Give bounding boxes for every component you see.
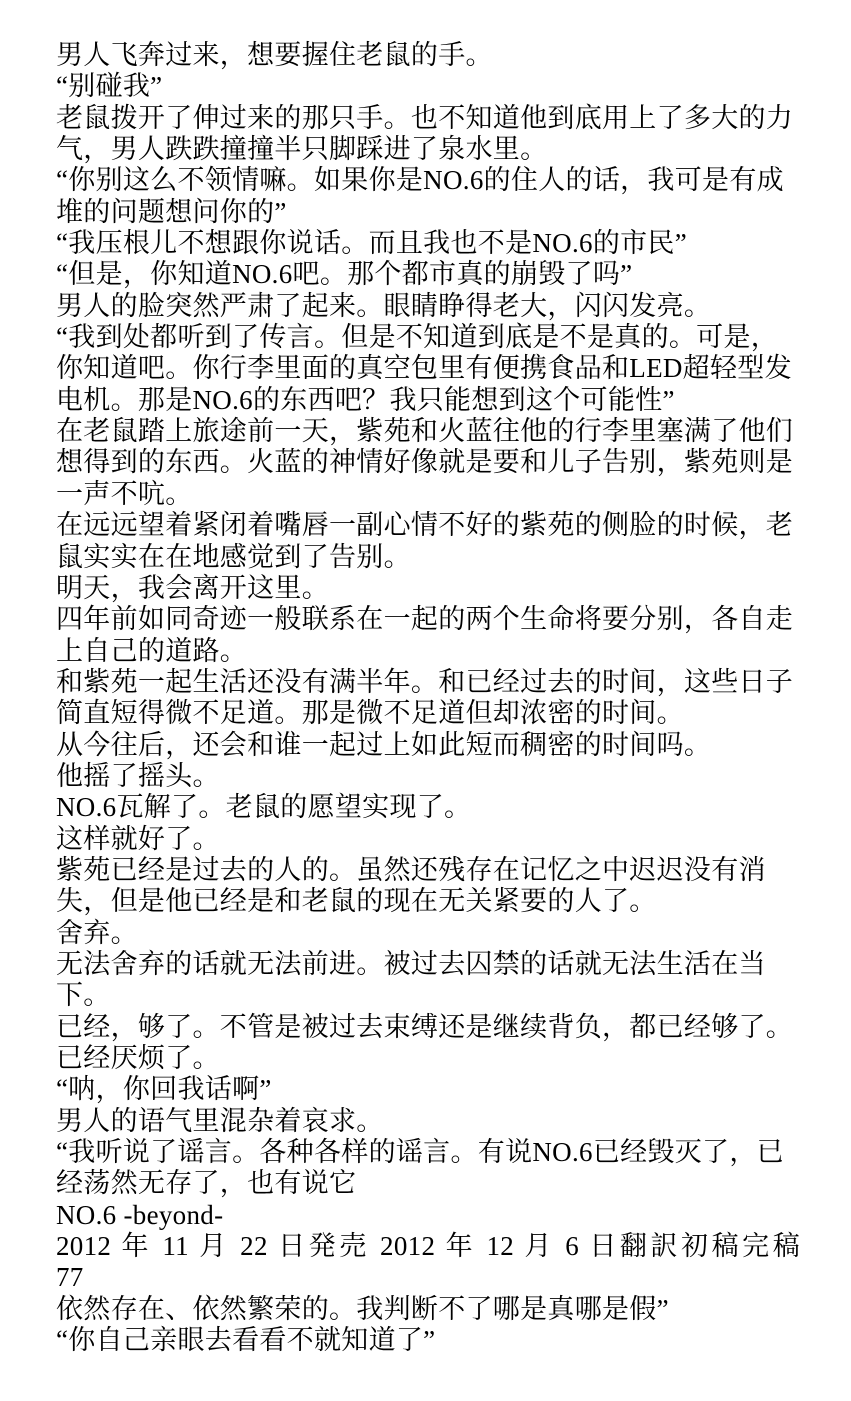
text-line: 下。	[56, 980, 111, 1011]
text-block	[56, 40, 800, 1356]
text-line: “别碰我”	[56, 71, 163, 102]
text-line: 上自己的道路。	[56, 635, 248, 666]
text-line: 一声不吭。	[56, 478, 193, 509]
text-line: 他摇了摇头。	[56, 760, 220, 791]
text-line: 男人的语气里混杂着哀求。	[56, 1105, 384, 1136]
text-line: 2012 年 11 月 22 日発売 2012 年 12 月 6 日翻訳初稿完稿	[56, 1231, 800, 1262]
text-line: 失，但是他已经是和老鼠的现在无关紧要的人了。	[56, 886, 657, 917]
text-line: 鼠实实在在地感觉到了告别。	[56, 541, 411, 572]
text-line: 经荡然无存了，也有说它	[56, 1168, 357, 1199]
text-line: 简直短得微不足道。那是微不足道但却浓密的时间。	[56, 698, 684, 729]
text-line: NO.6 -beyond-	[56, 1199, 224, 1230]
text-line: 舍弃。	[56, 917, 138, 948]
text-line: 这样就好了。	[56, 823, 220, 854]
text-line: 四年前如同奇迹一般联系在一起的两个生命将要分别，各自走	[56, 604, 794, 635]
text-line: “我到处都听到了传言。但是不知道到底是不是真的。可是，	[56, 322, 779, 353]
text-line: 无法舍弃的话就无法前进。被过去囚禁的话就无法生活在当	[56, 948, 766, 979]
text-line: 明天，我会离开这里。	[56, 572, 329, 603]
text-line: “你自己亲眼去看看不就知道了”	[56, 1325, 436, 1356]
text-line: 和紫苑一起生活还没有满半年。和已经过去的时间，这些日子	[56, 666, 794, 697]
text-line: 已经厌烦了。	[56, 1043, 220, 1073]
text-line: 紫苑已经是过去的人的。虽然还残存在记忆之中迟迟没有消	[56, 854, 766, 885]
text-line: 气，男人跌跌撞撞半只脚踩进了泉水里。	[56, 134, 548, 165]
text-line: 电机。那是NO.6的东西吧？我只能想到这个可能性”	[56, 384, 675, 415]
text-line: “我压根儿不想跟你说话。而且我也不是NO.6的市民”	[56, 228, 688, 259]
text-line: 在远远望着紧闭着嘴唇一副心情不好的紫苑的侧脸的时候，老	[56, 510, 794, 541]
text-line: “呐，你回我话啊”	[56, 1074, 272, 1105]
text-line: 想得到的东西。火蓝的神情好像就是要和儿子告别，紫苑则是	[56, 447, 794, 478]
text-line: “但是，你知道NO.6吧。那个都市真的崩毁了吗”	[56, 259, 633, 290]
text-line: “我听说了谣言。各种各样的谣言。有说NO.6已经毁灭了，已	[56, 1137, 784, 1168]
text-line: 你知道吧。你行李里面的真空包里有便携食品和LED超轻型发	[56, 353, 792, 384]
text-line: 77	[56, 1262, 84, 1293]
text-line: 依然存在、依然繁荣的。我判断不了哪是真哪是假”	[56, 1293, 669, 1324]
text-line: 男人的脸突然严肃了起来。眼睛睁得老大，闪闪发亮。	[56, 290, 712, 321]
text-line: 男人飞奔过来，想要握住老鼠的手。	[56, 40, 493, 70]
text-line: 在老鼠踏上旅途前一天，紫苑和火蓝往他的行李里塞满了他们	[56, 416, 794, 447]
text-line: 堆的问题想问你的”	[56, 196, 287, 227]
text-line: 已经，够了。不管是被过去束缚还是继续背负，都已经够了。	[56, 1011, 794, 1042]
text-line: “你别这么不领情嘛。如果你是NO.6的住人的话，我可是有成	[56, 165, 784, 196]
text-line: NO.6瓦解了。老鼠的愿望实现了。	[56, 792, 472, 823]
text-line: 老鼠拨开了伸过来的那只手。也不知道他到底用上了多大的力	[56, 102, 794, 133]
text-line: 从今往后，还会和谁一起过上如此短而稠密的时间吗。	[56, 729, 712, 760]
